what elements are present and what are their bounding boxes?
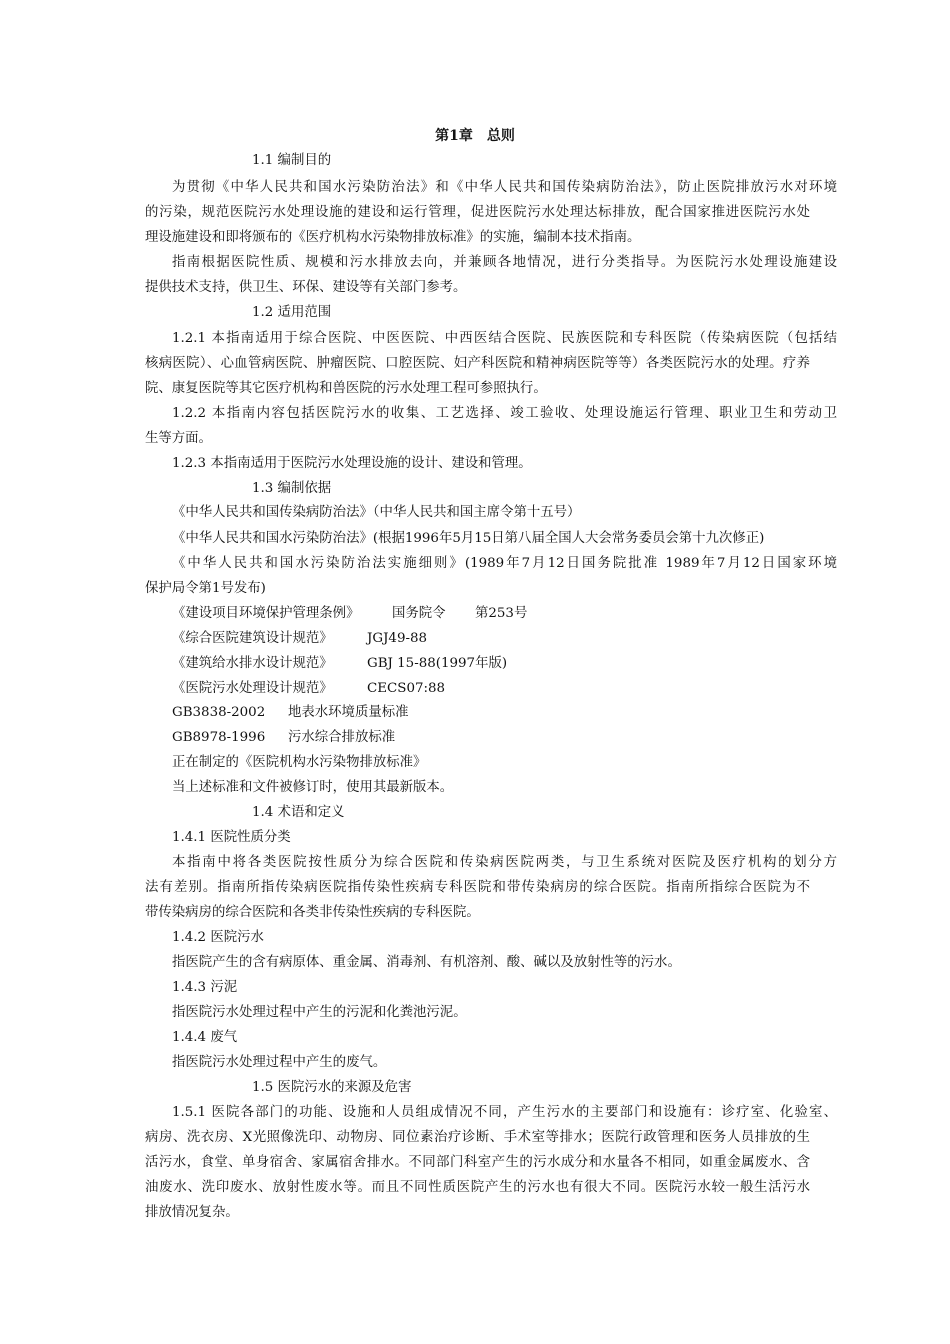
paragraph-line: 本指南中将各类医院按性质分为综合医院和传染病医院两类，与卫生系统对医院及医疗机构的划分方 (172, 855, 837, 870)
paragraph-line: 核病医院）、心血管病医院、肿瘤医院、口腔医院、妇产科医院和精神病医院等等）各类医院污水的处理。疗养 (145, 356, 810, 371)
standard-item (172, 700, 837, 725)
paragraph-line: 活污水，食堂、单身宿舍、家属宿舍排水。不同部门科室产生的污水成分和水量各不相同，如重金属废水、含 (145, 1155, 810, 1170)
reference-item (172, 601, 837, 626)
reference-issuer: 国务院令 (392, 606, 446, 621)
paragraph-line: 法有差别。指南所指传染病医院指传染性疾病专科医院和带传染病房的综合医院。指南所指综合医院为不 (145, 880, 810, 895)
paragraph-line: 排放情况复杂。 (145, 1205, 239, 1220)
paragraph-line: 带传染病房的综合医院和各类非传染性疾病的专科医院。 (145, 905, 480, 920)
subsection-heading: 1.4.3 污泥 (172, 980, 238, 995)
paragraph-line: 指医院产生的含有病原体、重金属、消毒剂、有机溶剂、酸、碱以及放射性等的污水。 (172, 955, 681, 970)
section-heading-1-5: 1.5 医院污水的来源及危害 (252, 1080, 412, 1095)
reference-item (172, 626, 837, 651)
standard-name: 污水综合排放标准 (288, 730, 396, 745)
reference-name: 《建筑给水排水设计规范》 (172, 656, 333, 671)
reference-item (172, 651, 837, 676)
standard-code: GB8978-1996 (172, 730, 266, 745)
paragraph-line: 的污染，规范医院污水处理设施的建设和运行管理，促进医院污水处理达标排放，配合国家推进医院污水处 (145, 205, 810, 220)
paragraph-line: 为贯彻《中华人民共和国水污染防治法》和《中华人民共和国传染病防治法》，防止医院排放污水对环境 (172, 180, 837, 195)
section-heading-1-4: 1.4 术语和定义 (252, 805, 345, 820)
subsection-heading: 1.4.4 废气 (172, 1030, 238, 1045)
drafting-note: 正在制定的《医院机构水污染物排放标准》 (172, 755, 427, 770)
chapter-title: 第1章 总则 (435, 128, 515, 144)
reference-code: JGJ49-88 (367, 631, 428, 646)
paragraph-line: 提供技术支持，供卫生、环保、建设等有关部门参考。 (145, 280, 467, 295)
reference-code: CECS07:88 (367, 681, 446, 696)
reference-law: 《中华人民共和国水污染防治法》(根据1996年5月15日第八届全国人大会常务委员会第十九次修正) (172, 531, 765, 546)
standard-item (172, 725, 837, 750)
paragraph-line: 油废水、洗印废水、放射性废水等。而且不同性质医院产生的污水也有很大不同。医院污水较一般生活污水 (145, 1180, 810, 1195)
revision-note: 当上述标准和文件被修订时，使用其最新版本。 (172, 780, 454, 795)
paragraph-line: 1.2.1 本指南适用于综合医院、中医医院、中西医结合医院、民族医院和专科医院（传染病医院（包括结 (172, 331, 837, 346)
subsection-heading: 1.4.1 医院性质分类 (172, 830, 291, 845)
standard-name: 地表水环境质量标准 (288, 705, 409, 720)
reference-law: 保护局令第1号发布) (145, 581, 266, 596)
paragraph-line: 指南根据医院性质、规模和污水排放去向，并兼顾各地情况，进行分类指导。为医院污水处理设施建设 (172, 255, 837, 270)
paragraph-line: 指医院污水处理过程中产生的废气。 (172, 1055, 387, 1070)
section-heading-1-1: 1.1 编制目的 (252, 153, 332, 168)
paragraph-line: 病房、洗衣房、X光照像洗印、动物房、同位素治疗诊断、手术室等排水；医院行政管理和医务人员排放的生 (145, 1130, 810, 1145)
standard-code: GB3838-2002 (172, 705, 266, 720)
subsection-heading: 1.4.2 医院污水 (172, 930, 264, 945)
reference-law: 《中华人民共和国水污染防治法实施细则》(1989年7月12日国务院批准 1989年7月12日国家环境 (172, 556, 837, 571)
paragraph-line: 指医院污水处理过程中产生的污泥和化粪池污泥。 (172, 1005, 467, 1020)
reference-item (172, 676, 837, 701)
section-heading-1-2: 1.2 适用范围 (252, 305, 332, 320)
reference-name: 《建设项目环境保护管理条例》 (172, 606, 360, 621)
paragraph-line: 1.2.3 本指南适用于医院污水处理设施的设计、建设和管理。 (172, 456, 532, 471)
paragraph-line: 1.2.2 本指南内容包括医院污水的收集、工艺选择、竣工验收、处理设施运行管理、职业卫生和劳动卫 (172, 406, 837, 421)
reference-law: 《中华人民共和国传染病防治法》（中华人民共和国主席令第十五号） (172, 505, 581, 520)
section-heading-1-3: 1.3 编制依据 (252, 481, 332, 496)
reference-name: 《综合医院建筑设计规范》 (172, 631, 333, 646)
paragraph-line: 院、康复医院等其它医疗机构和兽医院的污水处理工程可参照执行。 (145, 381, 547, 396)
reference-name: 《医院污水处理设计规范》 (172, 681, 333, 696)
paragraph-line: 理设施建设和即将颁布的《医疗机构水污染物排放标准》的实施，编制本技术指南。 (145, 230, 641, 245)
reference-code: GBJ 15-88(1997年版) (367, 656, 508, 671)
paragraph-line: 生等方面。 (145, 431, 212, 446)
reference-number: 第253号 (475, 606, 528, 621)
paragraph-line: 1.5.1 医院各部门的功能、设施和人员组成情况不同，产生污水的主要部门和设施有：诊疗室、化验室、 (172, 1105, 837, 1120)
